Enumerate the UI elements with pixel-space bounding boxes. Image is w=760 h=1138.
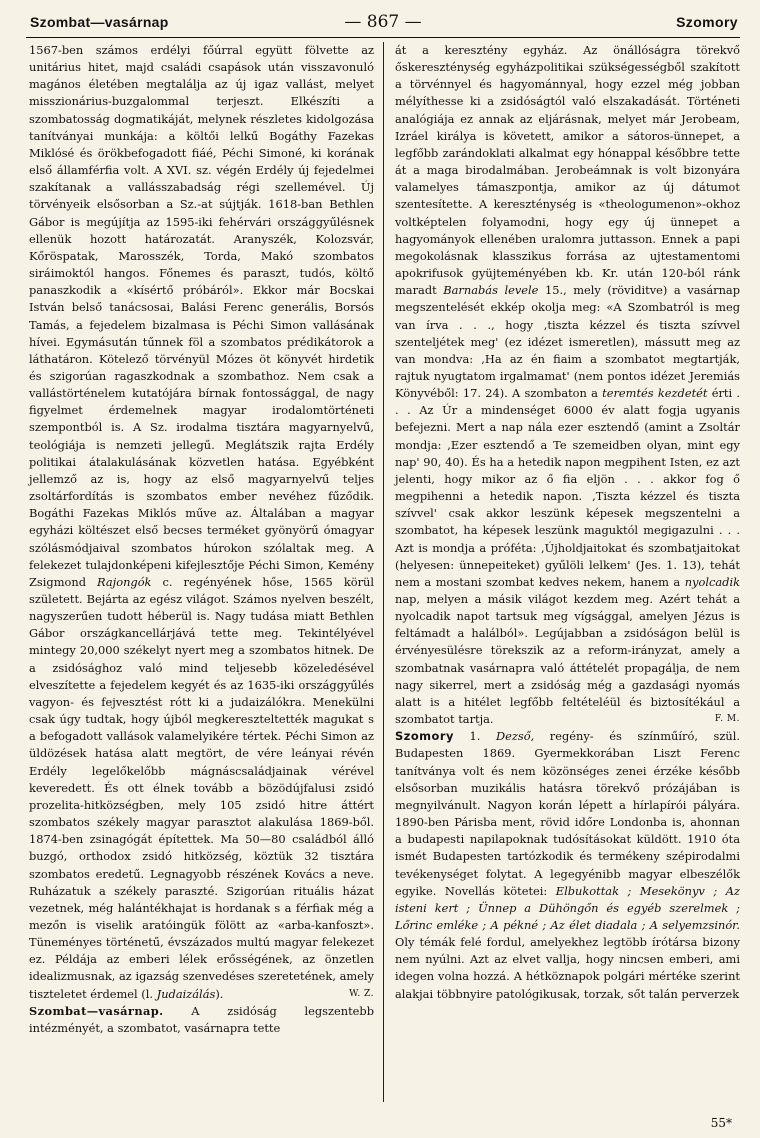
left-text-4: A zsidóság legszentebb intézményét, a szombatot, vasárnapra tette [29,1003,374,1035]
left-paragraph-szombatosok [29,42,374,1003]
right-italic-barnabas: Barnabás levele [443,283,539,298]
left-column [29,42,374,1037]
right-text-3: érti . . . Az Úr a mindenséget 6000 év alatt fogja ugyanis befejezni. Mert a nap nála ezer esztendő (amint a Zsoltár mondja: ,Ezer esztendő a Te szemeidben olyan, mint egy nap' 90, 40). És ha a hetedik napon megpihent Isten, ez azt jelenti, hogy mikor az ő fia eljön . . . akkor fog ő megpihenni a hetedik napon. ,Tiszta kézzel és tiszta szívvel' csak akkor leszünk képesek megszentelni a szombatot, ha képesek leszünk maguktól megigazulni . . . Azt is mondja a próféta: ,Újholdjaitokat és szombatjaitokat (helyesen: ünnepeiteket) gyűlöli lelkem' (Jes. 1. 13), tehát nem a mostani szombat kedves nekem, hanem a [395,386,740,589]
right-text-4: nap, melyen a másik világot kezdem meg. Azért tehát a nyolcadik napot tartsuk meg vígsággal, amelyen Jézus is feltámadt a halálból». Legújabban a zsidóságon belül is érvényesülésre törekszik az a reform-irányzat, amely a szombatnak vasárnapra való áttételét propagálja, de nem nagy sikerrel, mert a zsidóság még a gazdasági nyomás alatt is a hitélet legfőbb feltételéül és biztosítékául a szombatot tartja. [395,592,740,727]
page-number: — 867 — [344,12,422,32]
entry-headword-szombat-vasarnap: Szombat—vasárnap. [29,1003,164,1018]
right-italic-works-list: Elbukottak ; Mesekönyv ; Az isteni kert ; Ünnep a Dühöngőn és egyéb szerelmek ; Lőrinc emléke ; A pékné ; Az élet diadala ; A selyemzsinór. [395,883,740,932]
right-text-2: 15., mely (röviditve) a vasárnap megszentelését ekkép okolja meg: «A Szombatról is meg van írva . . ., hogy ,tiszta kézzel és tiszta szívvel szenteljétek meg' (ez idézet ismeretlen), mássutt meg az van mondva: ,Ha az én fiaim a szombatot megtartják, rajtuk nyugtatom irgalmamat' (nem pontos idézet Jeremiás Könyvéből: 17. 24). A szombaton a [395,283,740,401]
author-signature-left: W. Z. [349,988,374,999]
text-columns [26,42,740,1102]
header-left-catchword: Szombat—vasárnap [30,14,169,30]
left-text-1: 1567-ben számos erdélyi főúrral együtt fölvette az unitárius hitet, majd családi csapások után visszavonuló magános életében megtalálja az új igaz vallást, melyet misszionárius-buzgalommal terjeszt. Elkészíti a szombatosság dogmatikáját, melynek részletes kidolgozása tanítványai munkája: a költői lelkű Bogáthy Fazekas Miklósé és örökbefogadott fiáé, Péchi Simoné, ki korának első államférfia volt. A XVI. sz. végén Erdély új fejedelmei szakítanak a vallásszabadság régi szellemével. Új törvényeik elsősorban a Sz.-at sújtják. 1618-ban Bethlen Gábor is megújítja az 1595-iki fehérvári országgyűlésnek ellenük hozott határozatát. Aranyszék, Kolozsvár, Kőröspatak, Marosszék, Torda, Makó szombatos siráimoktól hangos. Főnemes és paraszt, tudós, költő panaszkodik a «kísértő próbáról». Ekkor már Bocskai István belső tanácsosai, Balási Ferenc generális, Borsós Tamás, a fejedelem bizalmasa is Péchi Simon vallásának hívei. Egymásután tűnnek föl a szombatos prédikátorok a láthatáron. Kötelező törvényül Mózes öt könyvét hirdetik és szigorúan ragaszkodnak a szombathoz. Nem csak a vallástörténelem kutatójára bírnak fontossággal, de nagy figyelmet érdemelnek magyar irodalomtörténeti szempontból is. A Sz. irodalma tisztára magyarnyelvű, teológiája is nemzeti jellegű. Meglátszik rajta Erdély politikai átalakulásának közvetlen hatása. Egyébként jellemző az is, hogy az első magyarnyelvű teljes zsoltárfordítás is szombatos ember nevéhez fűződik. Bogáthi Fazekas Miklós műve az. Általában a magyar egyházi költészet első becses terméket gyönyörű ómagyar szólásmódjaival szombatos húrokon szólaltak meg. A felekezet tulajdonképeni kifejlesztője Péchi Simon, Kemény Zsigmond [29,43,374,589]
right-text-7: Oly témák felé fordul, amelyekhez legtöbb írótársa bizony nem nyúlni. Azt az elvet vallja, hogy nincsen emberi, ami idegen volna hozzá. A hétköznapok polgári mértéke szerint alakjai többnyire patológikusak, torzak, sőt talán perverzek [395,935,740,1001]
right-italic-nyolcadik: nyolcadik [684,574,740,589]
left-italic-reference: Judaizálás [156,986,216,1001]
left-text-2: c. regényének hőse, 1565 körül született. Bejárta az egész világot. Számos nyelven beszélt, nagyszerűen tudott héberül is. Nagy tudása miatt Bethlen Gábor országkancellárjává tette meg. Tekintélyével mintegy 20,000 székelyt nyert meg a szombatos hitnek. De a zsidósághoz való mind teljesebb közeledésével elveszítette a fejedelem kegyét és az 1635-iki országgyűlés vagyon- és fejvesztést rótt ki a judaizálókra. Menekülni csak úgy tudtak, hogy újból megkereszteltették magukat s a befogadott vallások valamelyikére tértek. Péchi Simon az üldözések hatása alatt megtört, de vére leányai révén Erdély legelőkelőbb mágnáscsaládjainak vérével keveredett. És ott élnek tovább a bözödújfalusi zsidó prozelita-hitközségben, mely 105 zsidó hitre áttért szombatos székely magyar parasztot alakulása 1869-ből. 1874-ben zsinagógát építettek. Ma 50—80 családból álló buzgó, orthodox zsidó hitközség, köztük 32 tisztára szombatos eredetű. Legnagyobb részének Kovács a neve. Ruházatuk a székely paraszté. Szigorúan rituális házat vezetnek, még halántékhajat is hordanak s a férfiak még a mezőn is viselik aratóingük fölött az «arba-kanfoszt». Tüneményes történetű, évszázados multú magyar felekezet ez. Példája az emberi lélek erősségének, az önzetlen idealizmusnak, az igazság szenvedéses szeretetének, amely tiszteletet érdemel (l. [29,574,375,1001]
header-right-catchword: Szomory [676,14,738,30]
running-header [26,10,740,34]
header-rule [26,37,740,38]
right-text-6: , regény- és színműíró, szül. Budapesten 1869. Gyermekkorában Liszt Ferenc tanítványa volt és nem közönséges zenei érzéke később elsősorban muzikális hatásra törekvő prózájában is megnyilvánult. Nagyon korán lépett a hírlapírói pályára. 1890-ben Párisba ment, rövid időre Londonba is, ahonnan a budapesti napilapoknak tudósításokat küldött. 1910 óta ismét Budapesten tartózkodik és termékeny szépirodalmi tevékenységet folytat. A legegyénibb magyar elbeszélők egyike. Novellás kötetei: [395,729,740,898]
right-column [395,42,740,1003]
left-italic-title-1: Rajongók [97,574,152,589]
right-paragraph-szomory [395,728,740,1003]
right-text-1: át a keresztény egyház. Az önállóságra törekvő őskereszténység egyházpolitikai szükségességből szakított a törvénnyel és hagyománnyal, hogy ezzel még jobban mélyíthesse ki a zsidóságtól való elszakadását. Történeti analógiája ez annak az eljárásnak, melyet már Jerobeam, Izráel királya is követett, amikor a sátoros-ünnepet, a legfőbb zarándoklati alkalmat egy hónappal későbbre tette át a maga birodalmában. Jerobeámnak is volt bizonyára valamelyes támaszpontja, amikor az új dátumot szentesítette. A kereszténység is «theologumenon»-okhoz voltképtelen folyamodni, hogy egy új ünnepet a hagyományok ellenében uralomra juttasson. Ennek a papi megokolásnak klasszikus forrása az ujtestamentomi apokrifusok gyüjteményében kb. Kr. után 120-ból ránk maradt [395,43,740,298]
page [26,10,740,1130]
left-paragraph-szombat-vasarnap [29,1003,374,1037]
sheet-signature: 55* [710,1116,732,1130]
right-text-5: 1. [453,729,496,744]
entry-headword-szomory: Szomory [395,729,454,744]
right-italic-dezso: Dezső [495,729,531,744]
right-paragraph-continuation [395,42,740,728]
left-text-3: ). [215,986,224,1001]
right-italic-teremtes: teremtés kezdetét [602,386,708,401]
author-signature-right: F. M. [714,714,740,725]
